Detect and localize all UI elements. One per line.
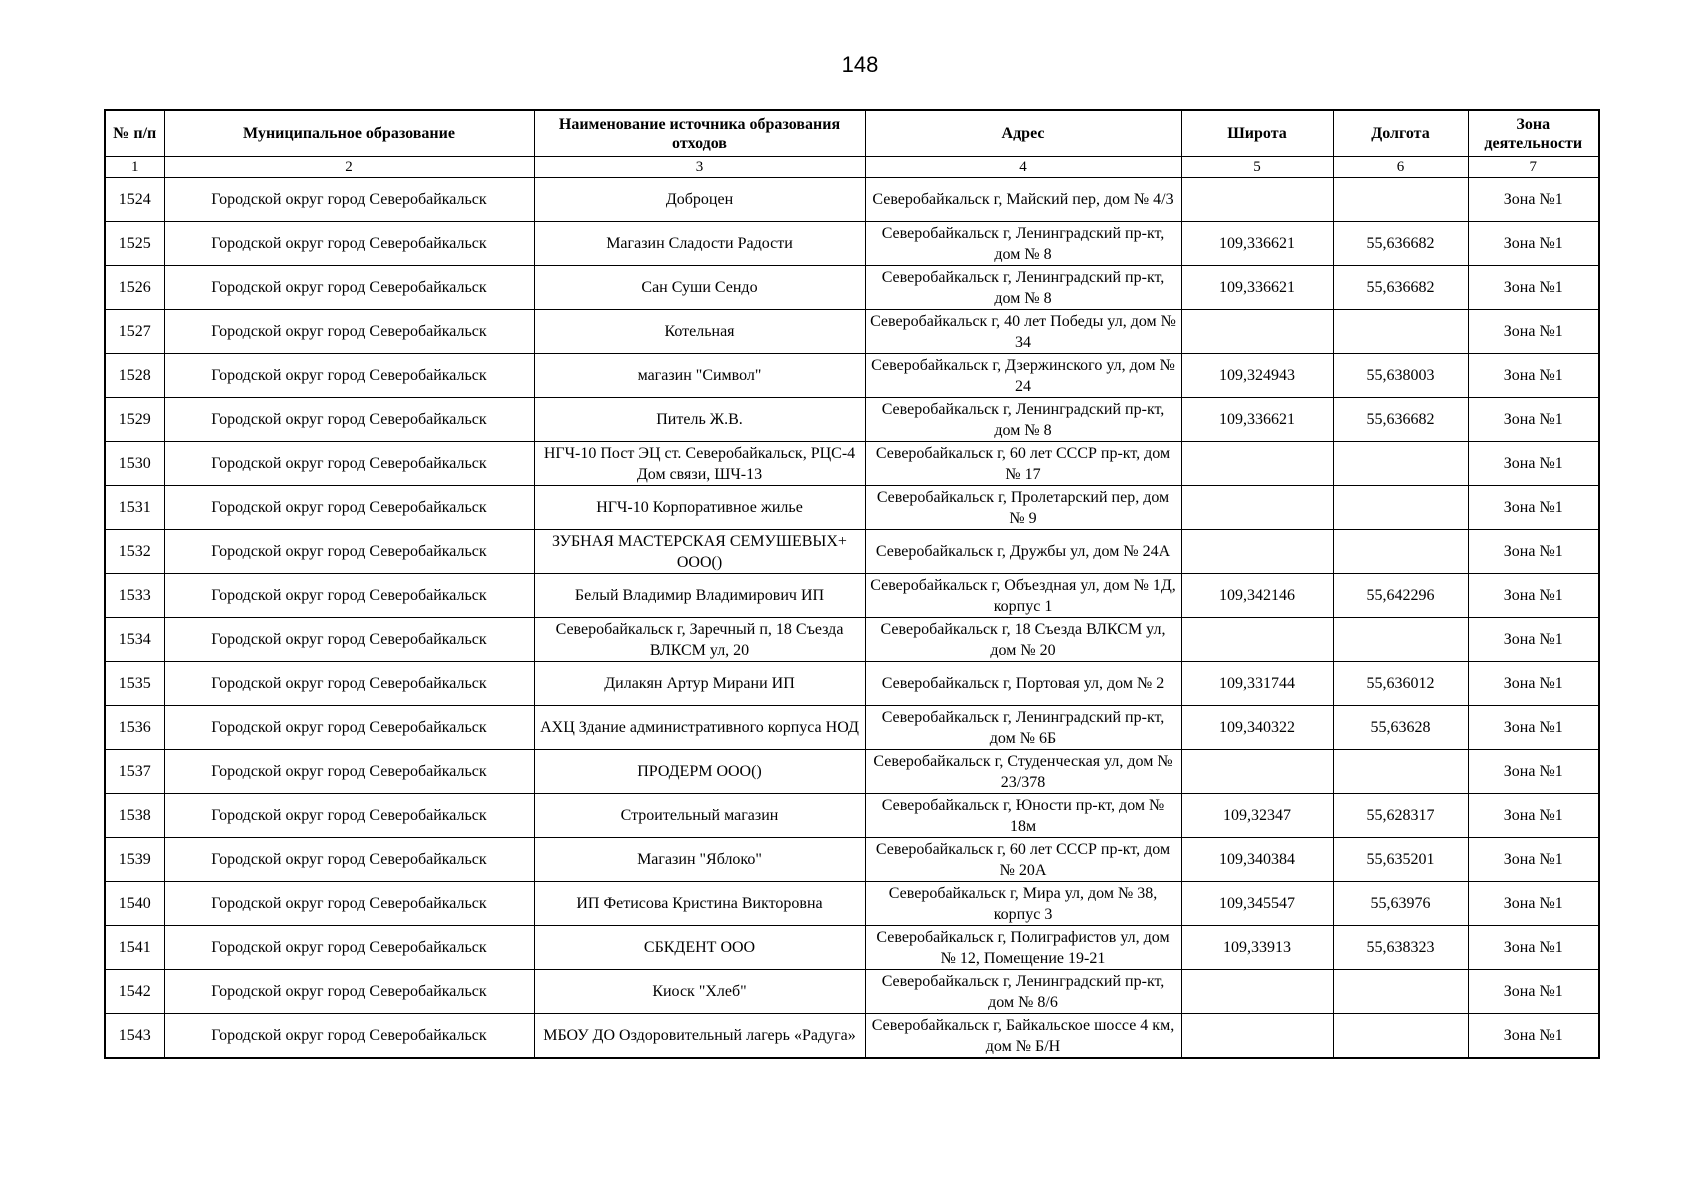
cell-latitude <box>1181 442 1333 486</box>
table-row <box>105 882 1599 926</box>
cell-longitude: 55,628317 <box>1333 794 1468 838</box>
cell-longitude <box>1333 178 1468 222</box>
cell-zone: Зона №1 <box>1468 750 1599 794</box>
column-number: 7 <box>1468 157 1599 178</box>
cell-zone: Зона №1 <box>1468 618 1599 662</box>
table-row <box>105 1014 1599 1059</box>
cell-municipality: Городской округ город Северобайкальск <box>164 926 534 970</box>
table-row <box>105 618 1599 662</box>
cell-source-name: Киоск "Хлеб" <box>534 970 865 1014</box>
table-row <box>105 662 1599 706</box>
cell-index: 1541 <box>105 926 164 970</box>
cell-municipality: Городской округ город Северобайкальск <box>164 354 534 398</box>
cell-zone: Зона №1 <box>1468 222 1599 266</box>
cell-longitude <box>1333 310 1468 354</box>
header-row <box>105 110 1599 157</box>
cell-source-name: Питель Ж.В. <box>534 398 865 442</box>
cell-longitude: 55,642296 <box>1333 574 1468 618</box>
cell-zone: Зона №1 <box>1468 1014 1599 1059</box>
cell-index: 1529 <box>105 398 164 442</box>
table-row <box>105 574 1599 618</box>
cell-zone: Зона №1 <box>1468 398 1599 442</box>
cell-address: Северобайкальск г, Ленинградский пр-кт, дом № 8 <box>865 398 1181 442</box>
cell-latitude <box>1181 486 1333 530</box>
cell-latitude: 109,336621 <box>1181 266 1333 310</box>
cell-index: 1533 <box>105 574 164 618</box>
cell-longitude <box>1333 486 1468 530</box>
table-row <box>105 178 1599 222</box>
cell-index: 1530 <box>105 442 164 486</box>
table-row <box>105 706 1599 750</box>
table-row <box>105 750 1599 794</box>
header-cell-latitude: Широта <box>1181 110 1333 157</box>
cell-longitude: 55,636682 <box>1333 266 1468 310</box>
cell-zone: Зона №1 <box>1468 530 1599 574</box>
cell-zone: Зона №1 <box>1468 266 1599 310</box>
cell-address: Северобайкальск г, Байкальское шоссе 4 км, дом № Б/Н <box>865 1014 1181 1059</box>
cell-municipality: Городской округ город Северобайкальск <box>164 970 534 1014</box>
cell-source-name: Магазин Сладости Радости <box>534 222 865 266</box>
cell-index: 1531 <box>105 486 164 530</box>
cell-longitude: 55,636012 <box>1333 662 1468 706</box>
cell-zone: Зона №1 <box>1468 838 1599 882</box>
cell-zone: Зона №1 <box>1468 442 1599 486</box>
table-row <box>105 486 1599 530</box>
cell-municipality: Городской округ город Северобайкальск <box>164 530 534 574</box>
column-number: 3 <box>534 157 865 178</box>
cell-source-name: АХЦ Здание административного корпуса НОД <box>534 706 865 750</box>
page-number: 148 <box>841 52 879 77</box>
cell-source-name: Строительный магазин <box>534 794 865 838</box>
cell-longitude: 55,636682 <box>1333 398 1468 442</box>
cell-longitude: 55,63976 <box>1333 882 1468 926</box>
cell-municipality: Городской округ город Северобайкальск <box>164 178 534 222</box>
cell-municipality: Городской округ город Северобайкальск <box>164 442 534 486</box>
cell-latitude <box>1181 750 1333 794</box>
cell-source-name: Сан Суши Сендо <box>534 266 865 310</box>
cell-latitude <box>1181 970 1333 1014</box>
cell-source-name: НГЧ-10 Пост ЭЦ ст. Северобайкальск, РЦС-4 Дом связи, ШЧ-13 <box>534 442 865 486</box>
cell-longitude <box>1333 442 1468 486</box>
cell-longitude <box>1333 1014 1468 1059</box>
cell-longitude: 55,636682 <box>1333 222 1468 266</box>
table-row <box>105 398 1599 442</box>
cell-index: 1527 <box>105 310 164 354</box>
cell-municipality: Городской округ город Северобайкальск <box>164 618 534 662</box>
cell-longitude <box>1333 530 1468 574</box>
cell-zone: Зона №1 <box>1468 574 1599 618</box>
header-cell-source-name: Наименование источника образования отходов <box>534 110 865 157</box>
cell-municipality: Городской округ город Северобайкальск <box>164 486 534 530</box>
cell-latitude <box>1181 618 1333 662</box>
cell-latitude: 109,331744 <box>1181 662 1333 706</box>
cell-municipality: Городской округ город Северобайкальск <box>164 662 534 706</box>
cell-zone: Зона №1 <box>1468 486 1599 530</box>
cell-zone: Зона №1 <box>1468 706 1599 750</box>
cell-zone: Зона №1 <box>1468 310 1599 354</box>
cell-municipality: Городской округ город Северобайкальск <box>164 310 534 354</box>
cell-zone: Зона №1 <box>1468 970 1599 1014</box>
cell-longitude: 55,635201 <box>1333 838 1468 882</box>
cell-municipality: Городской округ город Северобайкальск <box>164 574 534 618</box>
cell-index: 1526 <box>105 266 164 310</box>
cell-zone: Зона №1 <box>1468 354 1599 398</box>
cell-latitude: 109,324943 <box>1181 354 1333 398</box>
cell-address: Северобайкальск г, Пролетарский пер, дом № 9 <box>865 486 1181 530</box>
cell-longitude: 55,638323 <box>1333 926 1468 970</box>
cell-zone: Зона №1 <box>1468 794 1599 838</box>
cell-source-name: Северобайкальск г, Заречный п, 18 Съезда ВЛКСМ ул, 20 <box>534 618 865 662</box>
header-cell-municipality: Муниципальное образование <box>164 110 534 157</box>
cell-municipality: Городской округ город Северобайкальск <box>164 794 534 838</box>
cell-address: Северобайкальск г, Мира ул, дом № 38, корпус 3 <box>865 882 1181 926</box>
cell-index: 1534 <box>105 618 164 662</box>
cell-source-name: ПРОДЕРМ ООО() <box>534 750 865 794</box>
table-row <box>105 354 1599 398</box>
cell-index: 1538 <box>105 794 164 838</box>
cell-longitude: 55,63628 <box>1333 706 1468 750</box>
cell-address: Северобайкальск г, Майский пер, дом № 4/3 <box>865 178 1181 222</box>
column-number: 4 <box>865 157 1181 178</box>
cell-address: Северобайкальск г, 60 лет СССР пр-кт, дом № 17 <box>865 442 1181 486</box>
cell-index: 1535 <box>105 662 164 706</box>
cell-latitude: 109,340384 <box>1181 838 1333 882</box>
cell-address: Северобайкальск г, Ленинградский пр-кт, дом № 8 <box>865 222 1181 266</box>
cell-zone: Зона №1 <box>1468 926 1599 970</box>
cell-address: Северобайкальск г, Ленинградский пр-кт, дом № 8 <box>865 266 1181 310</box>
cell-address: Северобайкальск г, Полиграфистов ул, дом № 12, Помещение 19-21 <box>865 926 1181 970</box>
table-row <box>105 530 1599 574</box>
table-body <box>105 178 1599 1059</box>
cell-address: Северобайкальск г, Ленинградский пр-кт, дом № 6Б <box>865 706 1181 750</box>
cell-longitude <box>1333 970 1468 1014</box>
cell-latitude: 109,336621 <box>1181 398 1333 442</box>
cell-source-name: Доброцен <box>534 178 865 222</box>
column-number-row <box>105 157 1599 178</box>
cell-latitude: 109,345547 <box>1181 882 1333 926</box>
cell-zone: Зона №1 <box>1468 178 1599 222</box>
cell-latitude: 109,33913 <box>1181 926 1333 970</box>
cell-latitude: 109,340322 <box>1181 706 1333 750</box>
cell-source-name: магазин "Символ" <box>534 354 865 398</box>
cell-municipality: Городской округ город Северобайкальск <box>164 706 534 750</box>
cell-municipality: Городской округ город Северобайкальск <box>164 882 534 926</box>
table-row <box>105 222 1599 266</box>
cell-latitude <box>1181 530 1333 574</box>
cell-zone: Зона №1 <box>1468 882 1599 926</box>
cell-latitude <box>1181 310 1333 354</box>
cell-source-name: ИП Фетисова Кристина Викторовна <box>534 882 865 926</box>
cell-municipality: Городской округ город Северобайкальск <box>164 398 534 442</box>
column-number: 5 <box>1181 157 1333 178</box>
cell-address: Северобайкальск г, 60 лет СССР пр-кт, дом № 20А <box>865 838 1181 882</box>
cell-municipality: Городской округ город Северобайкальск <box>164 266 534 310</box>
cell-longitude: 55,638003 <box>1333 354 1468 398</box>
cell-address: Северобайкальск г, Объездная ул, дом № 1Д, корпус 1 <box>865 574 1181 618</box>
cell-municipality: Городской округ город Северобайкальск <box>164 750 534 794</box>
cell-source-name: ЗУБНАЯ МАСТЕРСКАЯ СЕМУШЕВЫХ+ ООО() <box>534 530 865 574</box>
cell-index: 1540 <box>105 882 164 926</box>
header-cell-index: № п/п <box>105 110 164 157</box>
cell-index: 1542 <box>105 970 164 1014</box>
cell-address: Северобайкальск г, Юности пр-кт, дом № 18м <box>865 794 1181 838</box>
cell-municipality: Городской округ город Северобайкальск <box>164 1014 534 1059</box>
cell-index: 1532 <box>105 530 164 574</box>
cell-source-name: Белый Владимир Владимирович ИП <box>534 574 865 618</box>
header-cell-address: Адрес <box>865 110 1181 157</box>
cell-index: 1528 <box>105 354 164 398</box>
cell-index: 1536 <box>105 706 164 750</box>
column-number: 6 <box>1333 157 1468 178</box>
cell-index: 1539 <box>105 838 164 882</box>
cell-zone: Зона №1 <box>1468 662 1599 706</box>
header-cell-zone: Зона деятельности <box>1468 110 1599 157</box>
table-row <box>105 310 1599 354</box>
cell-longitude <box>1333 618 1468 662</box>
table-row <box>105 970 1599 1014</box>
cell-address: Северобайкальск г, 18 Съезда ВЛКСМ ул, дом № 20 <box>865 618 1181 662</box>
table-row <box>105 838 1599 882</box>
table-row <box>105 442 1599 486</box>
column-number: 2 <box>164 157 534 178</box>
cell-municipality: Городской округ город Северобайкальск <box>164 838 534 882</box>
cell-latitude: 109,336621 <box>1181 222 1333 266</box>
cell-longitude <box>1333 750 1468 794</box>
cell-source-name: Котельная <box>534 310 865 354</box>
cell-address: Северобайкальск г, Студенческая ул, дом № 23/378 <box>865 750 1181 794</box>
cell-source-name: МБОУ ДО Оздоровительный лагерь «Радуга» <box>534 1014 865 1059</box>
table-row <box>105 266 1599 310</box>
cell-latitude <box>1181 178 1333 222</box>
column-number: 1 <box>105 157 164 178</box>
cell-index: 1543 <box>105 1014 164 1059</box>
table-row <box>105 794 1599 838</box>
table-row <box>105 926 1599 970</box>
cell-source-name: СБКДЕНТ ООО <box>534 926 865 970</box>
cell-index: 1525 <box>105 222 164 266</box>
cell-latitude <box>1181 1014 1333 1059</box>
cell-address: Северобайкальск г, 40 лет Победы ул, дом № 34 <box>865 310 1181 354</box>
header-cell-longitude: Долгота <box>1333 110 1468 157</box>
cell-source-name: Магазин "Яблоко" <box>534 838 865 882</box>
cell-index: 1524 <box>105 178 164 222</box>
cell-address: Северобайкальск г, Дружбы ул, дом № 24А <box>865 530 1181 574</box>
cell-index: 1537 <box>105 750 164 794</box>
cell-address: Северобайкальск г, Портовая ул, дом № 2 <box>865 662 1181 706</box>
cell-municipality: Городской округ город Северобайкальск <box>164 222 534 266</box>
cell-source-name: Дилакян Артур Мирани ИП <box>534 662 865 706</box>
cell-source-name: НГЧ-10 Корпоративное жилье <box>534 486 865 530</box>
cell-address: Северобайкальск г, Дзержинского ул, дом № 24 <box>865 354 1181 398</box>
cell-address: Северобайкальск г, Ленинградский пр-кт, дом № 8/6 <box>865 970 1181 1014</box>
waste-sources-table <box>104 109 1600 1059</box>
cell-latitude: 109,342146 <box>1181 574 1333 618</box>
cell-latitude: 109,32347 <box>1181 794 1333 838</box>
